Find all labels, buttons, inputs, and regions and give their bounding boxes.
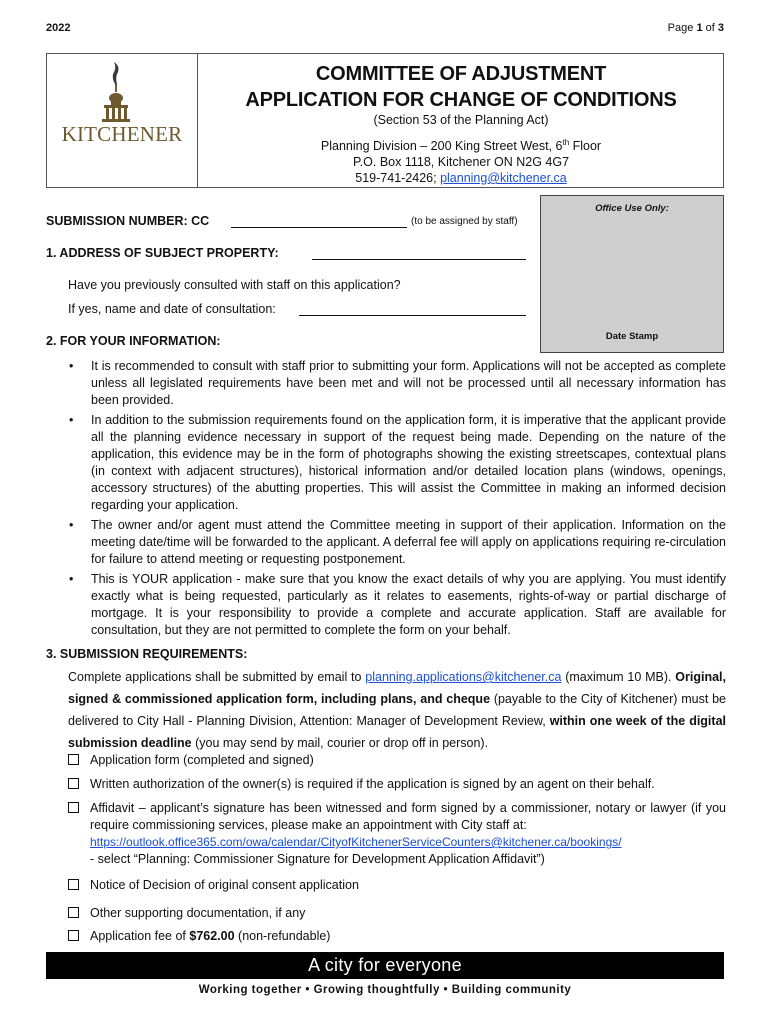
consultation-label: If yes, name and date of consultation:: [68, 302, 276, 316]
phone-number: 519-741-2426;: [355, 171, 441, 185]
address-floor: Floor: [569, 139, 602, 154]
bullet-text: This is YOUR application - make sure that you know the exact details of why you are applying. You must identify exactly what is being requested, particularly as it relates to easements, rights-of-way or partial discharge of mortgage. It is your responsibility to provide a complete and accurate application. Staff are available for consultation, but they are not permitted to complete the form on your behalf.: [91, 572, 726, 637]
checklist-label: [90, 928, 726, 945]
other-docs-checkbox[interactable]: [68, 907, 79, 918]
bookings-link[interactable]: https://outlook.office365.com/owa/calendar/CityofKitchenerServiceCounters@kitchener.ca/bookings/: [90, 835, 622, 849]
authorization-checkbox[interactable]: [68, 778, 79, 789]
submission-instructions: [68, 666, 726, 754]
info-bullet: • This is YOUR application - make sure that you know the exact details of why you are applying. You must identify exactly what is being requested, particularly as it relates to easements, rights-of-way or partial discharge of mortgage. It is your responsibility to provide a complete and accurate application. Staff are available for consultation, but they are not permitted to complete the form on your behalf.: [69, 572, 726, 637]
page-of: of: [705, 22, 715, 34]
checklist-item-notice: [68, 877, 726, 894]
bullet-text: In addition to the submission requirements found on the application form, it is imperative that the applicant provide all the planning evidence necessary in support of the request being made. Depending on the nature of the application, this evidence may be in the form of photographs showing the existing streetscapes, contextual plans (in context with adjacent structures), historical information and/or detailed location plans (windows, openings, accessory structures) of the abutting properties. This will assist the Committee in making an informed decision regarding your application.: [91, 413, 726, 512]
section1-heading: 1. ADDRESS OF SUBJECT PROPERTY:: [46, 246, 279, 260]
page-indicator: [668, 22, 724, 34]
date-stamp-label: Date Stamp: [605, 331, 659, 342]
fee-amount: $762.00: [189, 929, 235, 943]
checklist-label: [90, 800, 726, 868]
page-current: 1: [696, 22, 703, 34]
address-sup: th: [562, 138, 570, 147]
property-address-field[interactable]: [312, 247, 526, 260]
fee-prefix: Application fee of: [90, 929, 190, 943]
page-total: 3: [717, 22, 724, 34]
section2-heading: 2. FOR YOUR INFORMATION:: [46, 334, 221, 348]
application-form-checkbox[interactable]: [68, 754, 79, 765]
contact-line: [198, 171, 724, 185]
page-prefix: Page: [667, 22, 694, 34]
affidavit-checkbox[interactable]: [68, 802, 79, 813]
form-title-line2: APPLICATION FOR CHANGE OF CONDITIONS: [245, 89, 677, 111]
office-use-label: Office Use Only:: [595, 203, 669, 214]
delivery-instructions: (payable to the City of Kitchener) must be delivered to City Hall - Planning Division, Attention: Manager of Development Review,: [68, 692, 726, 728]
footer-tagline: Working together • Growing thoughtfully • Building community: [198, 984, 572, 996]
office-use-box: [540, 195, 724, 353]
fee-checkbox[interactable]: [68, 930, 79, 941]
affidavit-text: Affidavit – applicant’s signature has been witnessed and form signed by a commissioner, notary or lawyer (if you require commissioning services, please make an appointment with City staff at:: [90, 801, 726, 832]
bullet-text: The owner and/or agent must attend the Committee meeting in support of their application. Information on the meeting date/time will be forwarded to the applicant. A deferral fee will apply on applications requiring re-circulation for failure to attend meeting or requesting postponement.: [91, 518, 726, 566]
original-docs-requirement: Original, signed & commissioned application form, including plans, and cheque: [68, 670, 726, 706]
po-box: P.O. Box 1118, Kitchener ON N2G 4G7: [352, 155, 570, 169]
consultation-question: Have you previously consulted with staff on this application?: [68, 278, 401, 292]
checklist-label: Notice of Decision of original consent application: [90, 878, 359, 892]
checklist-item-authorization: [68, 776, 726, 793]
submission-number-label: SUBMISSION NUMBER: CC: [46, 214, 210, 228]
fee-suffix: (non-refundable): [234, 929, 331, 943]
checklist-label: Application form (completed and signed): [90, 753, 314, 767]
bullet-text: It is recommended to consult with staff prior to submitting your form. Applications will not be accepted as complete unless all legislated requirements have been met and will not be processed until all necessary information has been provided.: [91, 359, 726, 407]
delivery-methods: (you may send by mail, courier or drop off in person).: [191, 736, 489, 750]
office-address: [198, 138, 724, 153]
form-title-line1: COMMITTEE OF ADJUSTMENT: [315, 63, 607, 85]
checklist-item-other: [68, 905, 726, 922]
checklist-label: Written authorization of the owner(s) is required if the application is signed by an agent on their behalf.: [90, 777, 655, 791]
info-bullet: • It is recommended to consult with staff prior to submitting your form. Applications will not be accepted as complete unless all legislated requirements have been met and will not be processed until all necessary information has been provided.: [69, 359, 726, 407]
info-bullet-list: [60, 358, 726, 642]
deadline-requirement: within one week of the digital submission deadline: [68, 714, 726, 750]
year-label: 2022: [46, 22, 71, 34]
info-bullet: • The owner and/or agent must attend the Committee meeting in support of their application. Information on the meeting date/time will be forwarded to the applicant. A deferral fee will apply on applications requiring re-circulation for failure to attend meeting or requesting postponement.: [69, 518, 726, 566]
city-hall-logo-icon: [86, 60, 156, 124]
info-bullet: • In addition to the submission requirements found on the application form, it is imperative that the applicant provide all the planning evidence necessary in support of the request being made. Depending on the nature of the application, this evidence may be in the form of photographs showing the existing streetscapes, contextual plans (in context with adjacent structures), historical information and/or detailed location plans (windows, openings, accessory structures) of the abutting properties. This will assist the Committee in making an informed decision regarding your application.: [69, 413, 726, 512]
checklist-label: Other supporting documentation, if any: [90, 906, 306, 920]
consultation-field[interactable]: [299, 303, 526, 316]
submission-number-field[interactable]: [231, 215, 407, 228]
notice-checkbox[interactable]: [68, 879, 79, 890]
checklist-item-fee: [68, 928, 726, 945]
planning-email-link[interactable]: planning@kitchener.ca: [440, 171, 567, 185]
logo-wordmark: KITCHENER: [61, 122, 183, 146]
size-limit: (maximum 10 MB).: [561, 670, 672, 684]
affidavit-select-note: - select “Planning: Commissioner Signature for Development Application Affidavit”): [90, 852, 545, 866]
address-main: Planning Division – 200 King Street West, 6: [320, 139, 563, 154]
checklist-item-affidavit: [68, 800, 726, 872]
section3-heading: 3. SUBMISSION REQUIREMENTS:: [46, 647, 248, 661]
footer-slogan-bar: A city for everyone: [46, 952, 724, 979]
applications-email-link[interactable]: planning.applications@kitchener.ca: [365, 670, 562, 684]
instructions-intro: Complete applications shall be submitted by email to: [68, 670, 366, 684]
section-reference: (Section 53 of the Planning Act): [373, 113, 549, 127]
submission-note: (to be assigned by staff): [411, 216, 518, 227]
checklist-item-app-form: [68, 752, 726, 769]
